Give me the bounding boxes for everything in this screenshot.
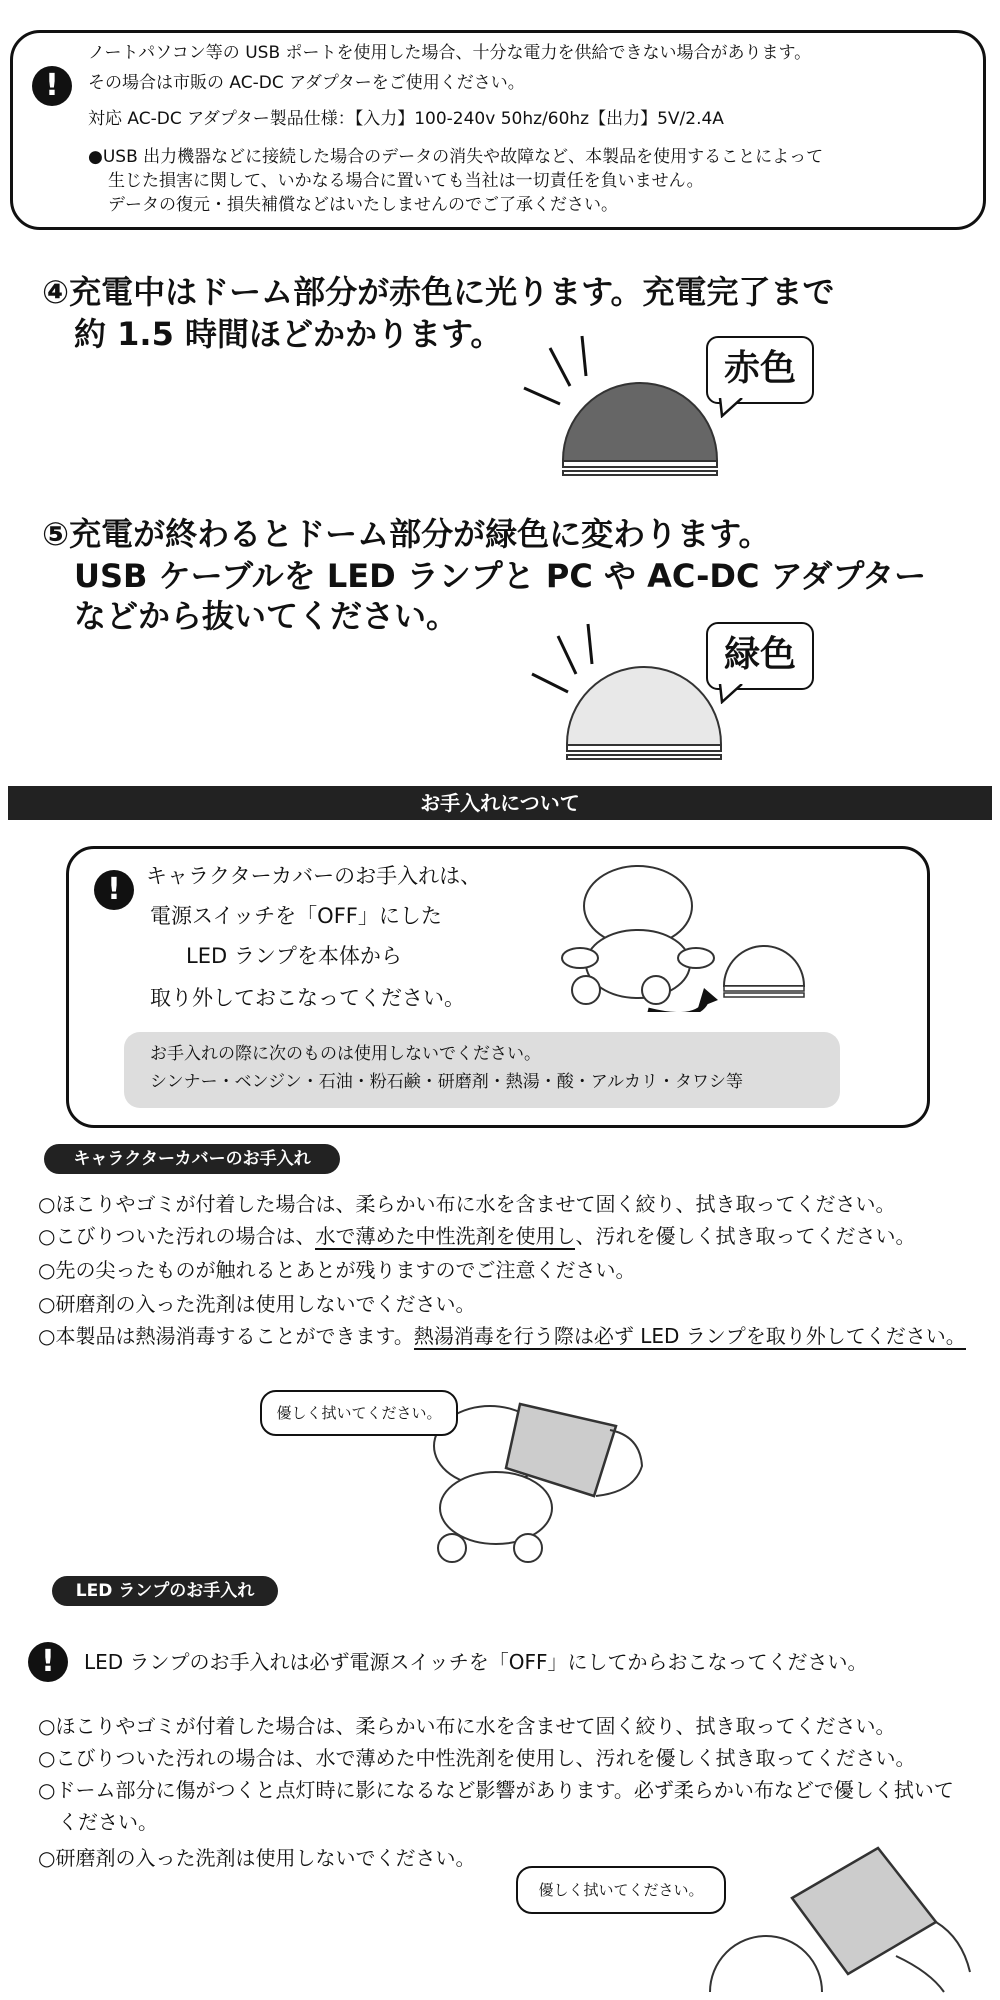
cover-care-item-4: ○研磨剤の入った洗剤は使用しないでください。 bbox=[38, 1292, 476, 1316]
notice-line-2: その場合は市販の AC-DC アダプターをご使用ください。 bbox=[88, 73, 525, 93]
speech-bubble: 優しく拭いてください。 bbox=[516, 1866, 726, 1914]
notice-line-6: データの復元・損失補償などはいたしませんのでご了承ください。 bbox=[108, 195, 618, 215]
cover-care-item-1: ○ほこりやゴミが付着した場合は、柔らかい布に水を含ませて固く絞り、拭き取ってください。 bbox=[38, 1192, 896, 1216]
led-care-item-3-cont: ください。 bbox=[58, 1810, 158, 1834]
led-care-item-3: ○ドーム部分に傷がつくと点灯時に影になるなど影響があります。必ず柔らかい布などで優しく拭いて bbox=[38, 1778, 954, 1802]
dome-red-illustration bbox=[562, 382, 722, 492]
led-care-item-4: ○研磨剤の入った洗剤は使用しないでください。 bbox=[38, 1846, 476, 1870]
step5-line-2: USB ケーブルを LED ランプと PC や AC-DC アダプター bbox=[74, 557, 927, 595]
bubble-tail bbox=[718, 684, 748, 704]
cover-care-item-3: ○先の尖ったものが触れるとあとが残りますのでご注意ください。 bbox=[38, 1258, 636, 1282]
step4-line-2: 約 1.5 時間ほどかかります。 bbox=[74, 315, 503, 353]
dome-green-illustration bbox=[566, 666, 726, 776]
led-care-item-1: ○ほこりやゴミが付着した場合は、柔らかい布に水を含ませて固く絞り、拭き取ってください。 bbox=[38, 1714, 896, 1738]
caution-line-1: お手入れの際に次のものは使用しないでください。 bbox=[150, 1044, 541, 1064]
care-line-4: 取り外しておこなってください。 bbox=[150, 986, 465, 1010]
exclamation-icon: ! bbox=[94, 870, 134, 910]
cover-care-item-2: ○こびりついた汚れの場合は、水で薄めた中性洗剤を使用し、汚れを優しく拭き取ってください。 bbox=[38, 1224, 916, 1248]
cover-care-label: キャラクターカバーのお手入れ bbox=[44, 1144, 340, 1174]
led-care-item-2: ○こびりついた汚れの場合は、水で薄めた中性洗剤を使用し、汚れを優しく拭き取ってください。 bbox=[38, 1746, 916, 1770]
exclamation-icon: ! bbox=[28, 1642, 68, 1682]
step5-line-3: などから抜いてください。 bbox=[74, 597, 459, 635]
red-bubble: 赤色 bbox=[706, 336, 814, 404]
wiping-dome-illustration bbox=[700, 1842, 990, 1998]
bubble-tail bbox=[718, 398, 748, 418]
exclamation-icon: ! bbox=[32, 66, 72, 106]
notice-line-1: ノートパソコン等の USB ポートを使用した場合、十分な電力を供給できない場合があります。 bbox=[88, 43, 812, 63]
notice-line-4: ●USB 出力機器などに接続した場合のデータの消失や故障など、本製品を使用することによって bbox=[88, 147, 824, 167]
led-care-label: LED ランプのお手入れ bbox=[52, 1576, 278, 1606]
section-title-bar: お手入れについて bbox=[8, 786, 992, 820]
character-cover-illustration bbox=[556, 862, 816, 1012]
notice-line-5: 生じた損害に関して、いかなる場合に置いても当社は一切責任を負いません。 bbox=[108, 171, 704, 191]
care-line-1: キャラクターカバーのお手入れは、 bbox=[146, 864, 482, 888]
led-care-warning: LED ランプのお手入れは必ず電源スイッチを「OFF」にしてからおこなってください。 bbox=[84, 1650, 868, 1674]
step5-line-1: ⑤充電が終わるとドーム部分が緑色に変わります。 bbox=[42, 515, 771, 553]
care-line-3: LED ランプを本体から bbox=[186, 944, 402, 968]
cover-care-item-5: ○本製品は熱湯消毒することができます。熱湯消毒を行う際は必ず LED ランプを取り外してください。 bbox=[38, 1324, 966, 1348]
step4-line-1: ④充電中はドーム部分が赤色に光ります。充電完了まで bbox=[42, 273, 835, 311]
caution-line-2: シンナー・ベンジン・石油・粉石鹸・研磨剤・熱湯・酸・アルカリ・タワシ等 bbox=[150, 1072, 744, 1092]
speech-bubble: 優しく拭いてください。 bbox=[260, 1390, 458, 1436]
notice-line-3: 対応 AC-DC アダプター製品仕様：【入力】100-240v 50hz/60hz【出力】5V/2.4A bbox=[88, 109, 724, 129]
care-line-2: 電源スイッチを「OFF」にした bbox=[150, 904, 442, 928]
green-bubble: 緑色 bbox=[706, 622, 814, 690]
